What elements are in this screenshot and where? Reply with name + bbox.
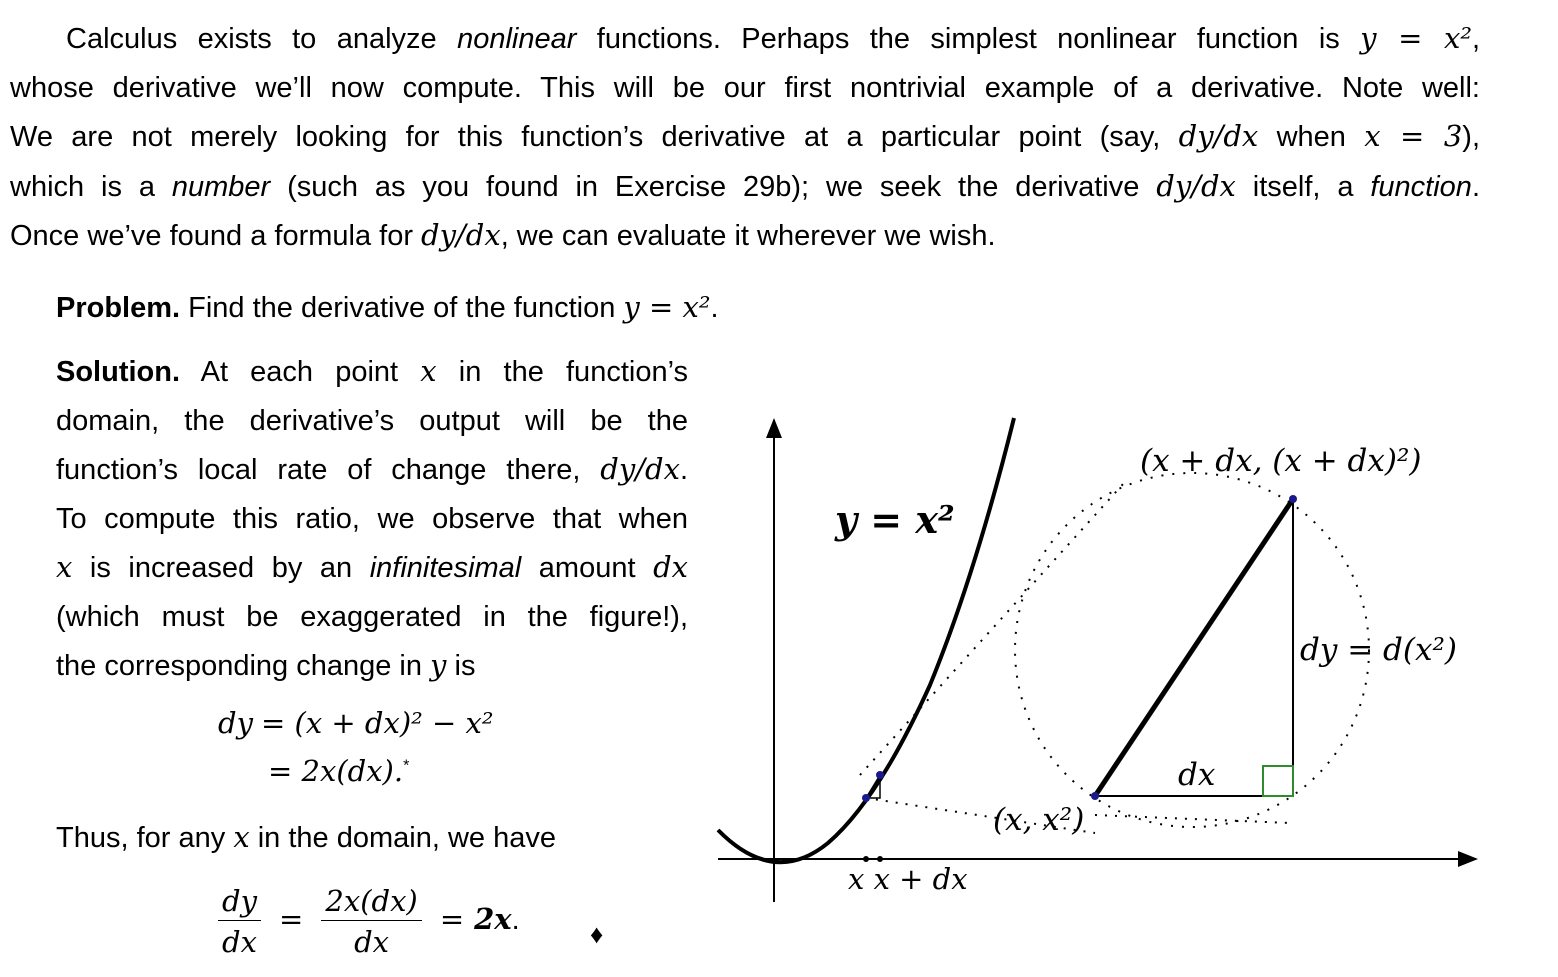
intro-line-4: which is a number (such as you found in Exercise 29b); we seek the derivative dy/dx itself, a function.	[10, 168, 1480, 203]
intro-paragraph	[10, 14, 1480, 261]
point-top	[1289, 495, 1297, 503]
point-x-dx	[876, 771, 884, 779]
intro-line-2: whose derivative we’ll now compute. This will be our first nontrivial example of a derivative. Note well:	[10, 71, 1480, 104]
hypotenuse	[1095, 499, 1293, 796]
point-bottom	[1091, 792, 1099, 800]
intro-line-1: Calculus exists to analyze nonlinear functions. Perhaps the simplest nonlinear function is y = x²,	[66, 21, 1481, 55]
solution-line-6: (which must be exaggerated in the figure!),	[56, 600, 688, 633]
dx-label: dx	[1178, 757, 1216, 793]
thus-line: Thus, for any x in the domain, we have	[56, 820, 556, 854]
problem-heading: Problem.	[56, 292, 181, 324]
solution-line-5: x is increased by an infinitesimal amount dx	[56, 550, 689, 584]
solution-line-7: the corresponding change in y is	[56, 648, 476, 682]
final-equation: $\frac{dy}{dx}$ = $\frac{2x(dx)}{dx}$ = 2x.	[218, 884, 520, 959]
curve-label: y = x²	[835, 497, 955, 542]
intro-line-5: Once we’ve found a formula for dy/dx, we can evaluate it wherever we wish.	[10, 218, 996, 252]
solution-line-2: domain, the derivative’s output will be the	[56, 404, 688, 437]
problem-formula: y = x²	[623, 290, 711, 324]
solution-line-3: function’s local rate of change there, dy/dx.	[56, 452, 688, 486]
equation-2: = 2x(dx).*	[268, 754, 410, 788]
solution-line-1: Solution. At each point x in the function’s	[56, 354, 688, 388]
fraction-2xdx-dx: $\frac{2x(dx)}{dx}$	[321, 884, 421, 959]
solution-line-4: To compute this ratio, we observe that when	[56, 502, 688, 535]
connector-bottom-2	[1095, 815, 1290, 823]
equation-1: dy = (x + dx)² − x²	[218, 706, 494, 740]
point-x	[862, 794, 870, 802]
intro-line-3: We are not merely looking for this function’s derivative at a particular point (say, dy/dx when x = 3),	[10, 119, 1480, 153]
problem-statement: Problem. Find the derivative of the function y = x².	[56, 290, 719, 324]
x-tick-label: x x + dx	[848, 862, 968, 896]
solution-paragraph	[56, 347, 688, 691]
dy-label: dy = d(x²)	[1300, 632, 1457, 668]
qed-diamond: ♦	[590, 919, 604, 949]
fraction-dy-dx: $\frac{dy}{dx}$	[218, 884, 261, 959]
derivative-figure	[700, 405, 1490, 915]
point-top-label: (x + dx, (x + dx)²)	[1140, 443, 1422, 479]
point-bottom-label: (x, x²)	[993, 802, 1085, 838]
right-angle-marker	[1263, 766, 1293, 796]
